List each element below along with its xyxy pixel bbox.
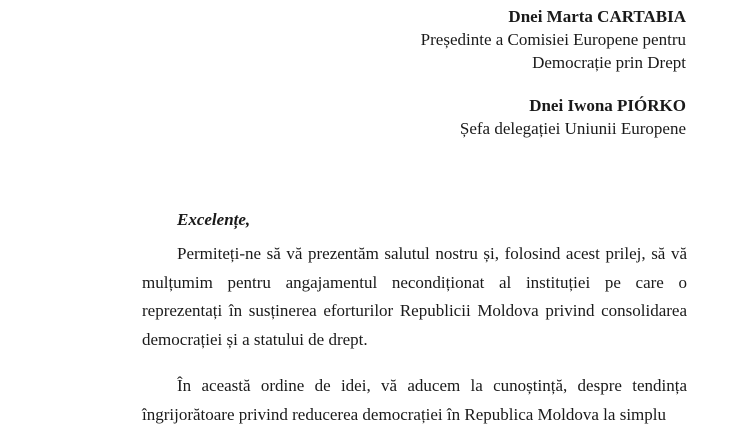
recipient-name: Dnei Iwona PIÓRKO: [529, 96, 686, 115]
recipient-block-2: [460, 94, 686, 140]
recipient-title-line: Democrație prin Drept: [532, 53, 686, 72]
body-paragraph: Permiteți-ne să vă prezentăm salutul nostru și, folosind acest prilej, să vă mulțumim pentru angajamentul necondiționat al instituției pe care o reprezentați în susținerea eforturilor Republicii Moldova privind consolidarea democrației și a statului de drept.: [142, 244, 687, 349]
recipient-title-line: Președinte a Comisiei Europene pentru: [420, 30, 686, 49]
body-paragraph: În această ordine de idei, vă aducem la cunoștință, despre tendința îngrijorătoare privind reducerea democrației în Republica Moldova la simplu: [142, 376, 687, 424]
recipient-block-1: [421, 5, 686, 74]
recipient-name: Dnei Marta CARTABIA: [508, 7, 686, 26]
recipient-title-line: Șefa delegației Uniunii Europene: [459, 119, 686, 138]
salutation: Excelențe,: [177, 210, 251, 229]
